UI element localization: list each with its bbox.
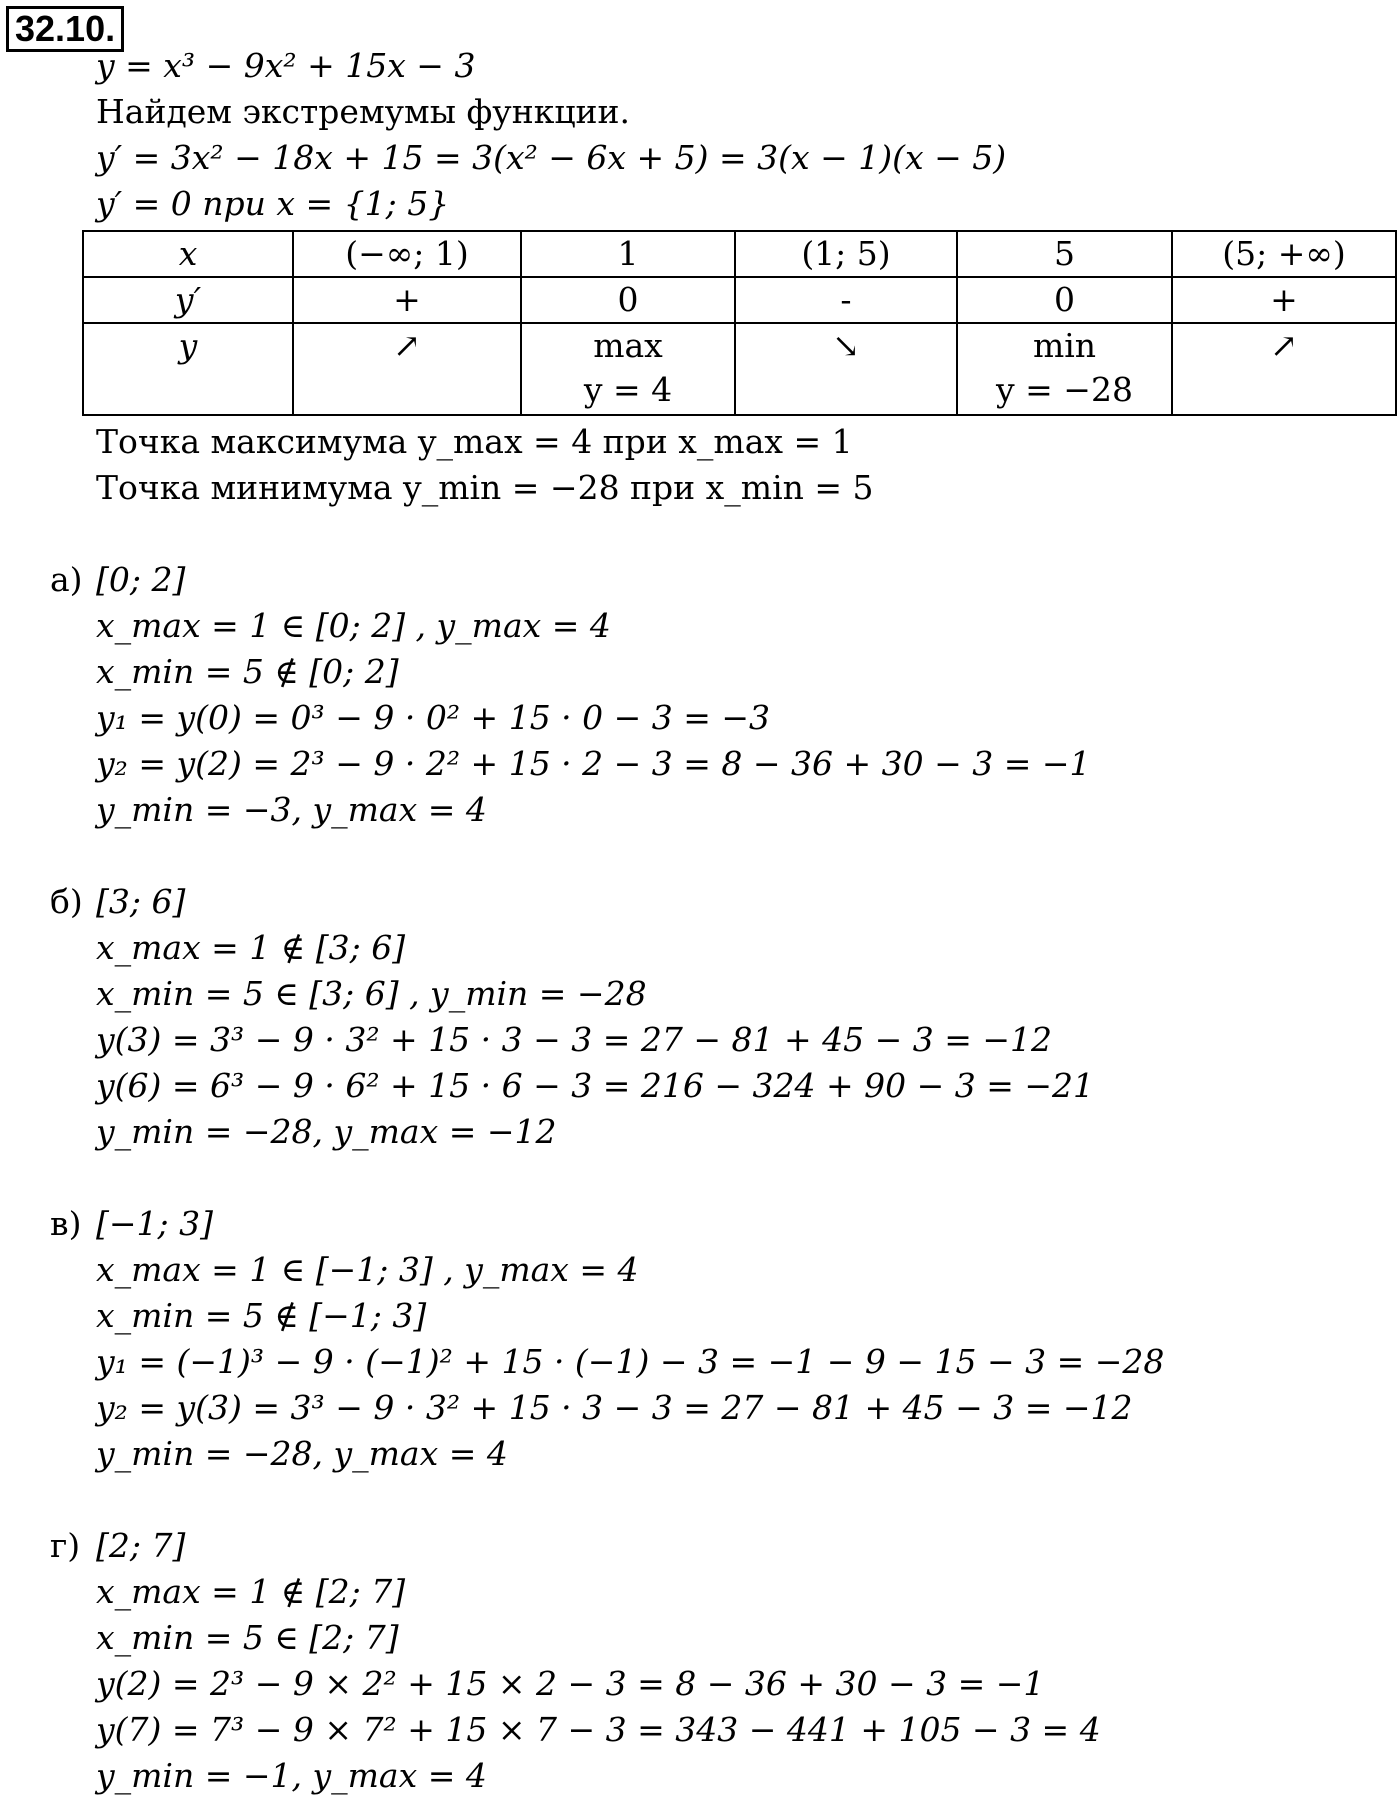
part-a-line: x_max = 1 ∈ [0; 2] , y_max = 4 [96, 606, 611, 645]
part-b-label: б) [50, 882, 83, 921]
table-cell: 0 [521, 277, 735, 323]
conclusion-max: Точка максимума y_max = 4 при x_max = 1 [96, 422, 853, 461]
part-c-line: y₂ = y(3) = 3³ − 9 · 3² + 15 · 3 − 3 = 27 − 81 + 45 − 3 = −12 [96, 1388, 1133, 1427]
table-cell: - [735, 277, 957, 323]
table-cell: + [293, 277, 521, 323]
table-cell: max y = 4 [521, 323, 735, 415]
part-a-line: y₂ = y(2) = 2³ − 9 · 2² + 15 · 2 − 3 = 8 − 36 + 30 − 3 = −1 [96, 744, 1091, 783]
function-definition: y = x³ − 9x² + 15x − 3 [96, 46, 476, 85]
table-row [83, 323, 1396, 415]
part-d-line: x_max = 1 ∉ [2; 7] [96, 1572, 406, 1611]
part-d-label: г) [50, 1526, 81, 1565]
sign-table [82, 230, 1397, 416]
part-d-line: x_min = 5 ∈ [2; 7] [96, 1618, 399, 1657]
part-c-line: y₁ = (−1)³ − 9 · (−1)² + 15 · (−1) − 3 = −1 − 9 − 15 − 3 = −28 [96, 1342, 1165, 1381]
problem-number: 32.10. [6, 6, 124, 52]
part-a-line: x_min = 5 ∉ [0; 2] [96, 652, 399, 691]
table-cell: 1 [521, 231, 735, 277]
part-d-line: y_min = −1, y_max = 4 [96, 1756, 487, 1795]
derivative-zeros: y′ = 0 при x = {1; 5} [96, 184, 450, 223]
conclusion-min: Точка минимума y_min = −28 при x_min = 5 [96, 468, 874, 507]
derivative-line: y′ = 3x² − 18x + 15 = 3(x² − 6x + 5) = 3(x − 1)(x − 5) [96, 138, 1007, 177]
part-a-line: y₁ = y(0) = 0³ − 9 · 0² + 15 · 0 − 3 = −3 [96, 698, 771, 737]
part-c-label: в) [50, 1204, 82, 1243]
table-cell: ↘ [735, 323, 957, 415]
table-cell: 5 [957, 231, 1172, 277]
part-c-line: x_min = 5 ∉ [−1; 3] [96, 1296, 427, 1335]
table-cell: + [1172, 277, 1396, 323]
part-d-line: y(7) = 7³ − 9 × 7² + 15 × 7 − 3 = 343 − 441 + 105 − 3 = 4 [96, 1710, 1101, 1749]
table-cell: (−∞; 1) [293, 231, 521, 277]
table-cell: x [83, 231, 293, 277]
table-cell: (5; +∞) [1172, 231, 1396, 277]
part-b-line: x_min = 5 ∈ [3; 6] , y_min = −28 [96, 974, 647, 1013]
table-cell: (1; 5) [735, 231, 957, 277]
table-cell: ↗ [1172, 323, 1396, 415]
table-row [83, 231, 1396, 277]
table-cell: ↗ [293, 323, 521, 415]
part-c-line: x_max = 1 ∈ [−1; 3] , y_max = 4 [96, 1250, 639, 1289]
part-b-line: y(3) = 3³ − 9 · 3² + 15 · 3 − 3 = 27 − 81 + 45 − 3 = −12 [96, 1020, 1053, 1059]
part-b-line: y_min = −28, y_max = −12 [96, 1112, 557, 1151]
table-cell: 0 [957, 277, 1172, 323]
part-a-interval: [0; 2] [96, 560, 186, 599]
table-row [83, 277, 1396, 323]
part-b-line: y(6) = 6³ − 9 · 6² + 15 · 6 − 3 = 216 − 324 + 90 − 3 = −21 [96, 1066, 1095, 1105]
part-b-line: x_max = 1 ∉ [3; 6] [96, 928, 406, 967]
table-cell: min y = −28 [957, 323, 1172, 415]
part-b-interval: [3; 6] [96, 882, 186, 921]
part-d-line: y(2) = 2³ − 9 × 2² + 15 × 2 − 3 = 8 − 36 + 30 − 3 = −1 [96, 1664, 1045, 1703]
part-c-interval: [−1; 3] [96, 1204, 213, 1243]
task-statement: Найдем экстремумы функции. [96, 92, 631, 131]
part-d-interval: [2; 7] [96, 1526, 186, 1565]
table-cell: y [83, 323, 293, 415]
part-a-line: y_min = −3, y_max = 4 [96, 790, 487, 829]
table-cell: y′ [83, 277, 293, 323]
part-c-line: y_min = −28, y_max = 4 [96, 1434, 508, 1473]
part-a-label: а) [50, 560, 83, 599]
